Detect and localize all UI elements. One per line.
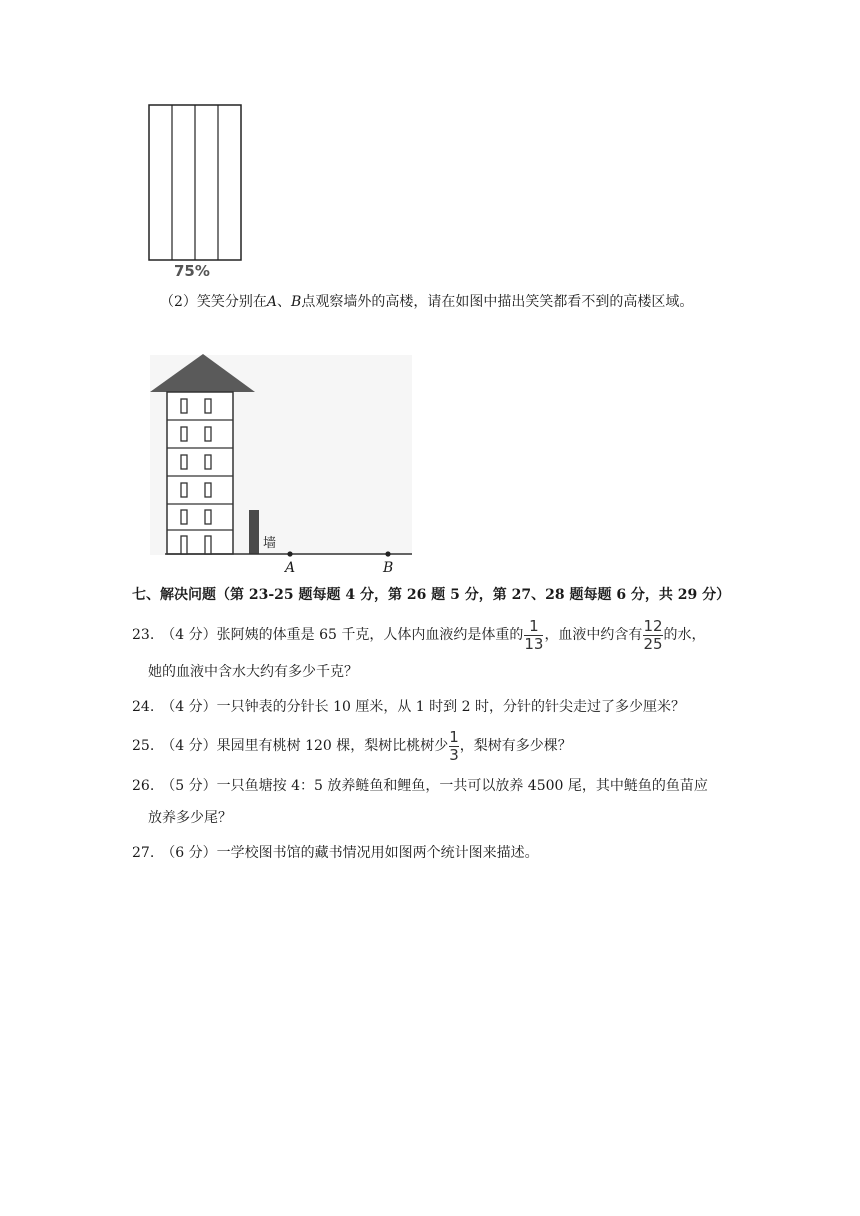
- fraction-1-3: $\frac{1}{3}$: [449, 727, 459, 764]
- question-26-line-2: 放养多少尾？: [148, 810, 232, 826]
- point-b-dot: [385, 551, 390, 556]
- question-26: 26. （5 分）一只鱼塘按 4：5 放养鲢鱼和鲤鱼，一共可以放养 4500 尾，其中鲢鱼的鱼苗应: [132, 778, 708, 794]
- point-b-label: B: [383, 560, 394, 576]
- building-figure: [145, 350, 415, 582]
- wall: [249, 510, 259, 554]
- fraction-1-13: $\frac{1}{13}$: [524, 616, 544, 653]
- percent-rectangle-svg: [148, 104, 244, 284]
- question-23-line-2: 她的血液中含水大约有多少千克？: [148, 664, 358, 680]
- fraction-12-25: $\frac{12}{25}$: [643, 616, 663, 653]
- question-27: 27. （6 分）一学校图书馆的藏书情况用如图两个统计图来描述。: [132, 845, 539, 861]
- section-heading: 七、解决问题（第 23-25 题每题 4 分，第 26 题 5 分，第 27、28 题每题 6 分，共 29 分）: [132, 587, 731, 603]
- point-a-dot: [287, 551, 292, 556]
- point-a-label: A: [285, 560, 296, 576]
- question-24: 24. （4 分）一只钟表的分针长 10 厘米，从 1 时到 2 时，分针的针尖走过了多少厘米？: [132, 699, 685, 715]
- question-25: 25. （4 分）果园里有桃树 120 棵，梨树比桃树少 $\frac{1}{3}$ ，梨树有多少棵？: [132, 727, 572, 764]
- percent-label: 75%: [174, 262, 210, 280]
- wall-label: 墙: [263, 536, 277, 551]
- percent-figure: [148, 104, 244, 284]
- building-diagram-svg: [145, 350, 415, 582]
- question-23: 23. （4 分）张阿姨的体重是 65 千克，人体内血液约是体重的 $\frac{1}{13}$ ，血液中约含有 $\frac{12}{25}$ 的水，: [132, 616, 706, 653]
- question-22-part-2: （2）笑笑分别在A、B点观察墙外的高楼，请在如图中描出笑笑都看不到的高楼区域。: [160, 294, 694, 310]
